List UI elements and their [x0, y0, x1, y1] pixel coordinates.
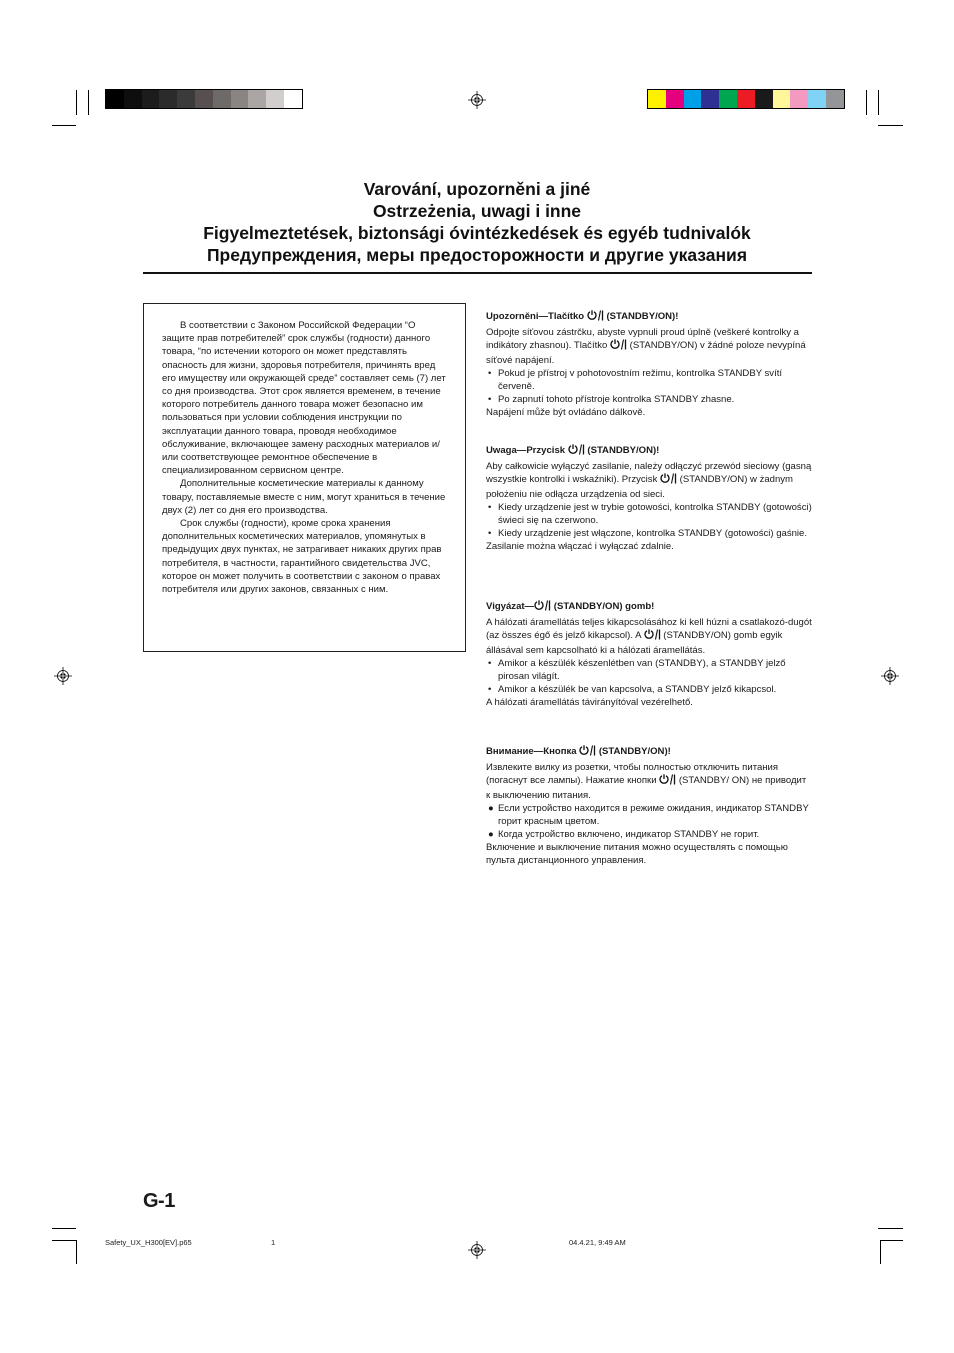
title-divider — [143, 272, 812, 274]
list-item: • Pokud je přístroj v pohotovostním režimu, kontrolka STANDBY svítí červeně. — [488, 368, 783, 392]
color-swatch — [231, 90, 249, 108]
title-polish: Ostrzeżenia, uwagi i inne — [372, 201, 582, 221]
section-outro: Включение и выключение питания можно осуществлять с помощью пульта дистанционного управления. — [486, 842, 788, 866]
color-swatch — [826, 90, 844, 108]
list-item: • Amikor a készülék be van kapcsolva, a STANDBY jelző kikapcsol. — [488, 684, 777, 695]
standby-power-icon — [660, 473, 677, 488]
notice-paragraph: Дополнительные косметические материалы к данному товару, поставляемые вместе с ним, могут храниться в течение двух (2) лет со дня его производства. — [162, 478, 446, 516]
title-hungarian: Figyelmeztetések, biztonsági óvintézkedések és egyéb tudnivalók — [203, 223, 751, 243]
standby-power-icon — [587, 310, 604, 325]
color-swatch — [701, 90, 719, 108]
color-swatch — [808, 90, 826, 108]
registration-crosshair-icon — [881, 667, 899, 685]
title-russian: Предупреждения, меры предосторожности и другие указания — [206, 245, 748, 265]
section-bullets — [486, 367, 812, 406]
registration-crosshair-icon — [468, 1241, 486, 1259]
color-swatch — [737, 90, 755, 108]
section-polish — [486, 444, 812, 553]
section-czech — [486, 310, 812, 419]
color-swatch — [790, 90, 808, 108]
registration-crosshair-icon — [468, 91, 486, 109]
section-outro: Zasilanie można włączać i wyłączać zdalnie. — [486, 541, 674, 552]
color-swatch — [142, 90, 160, 108]
color-swatch — [213, 90, 231, 108]
standby-power-icon — [568, 444, 585, 459]
standby-power-icon — [644, 629, 661, 644]
section-heading: Upozorněni—Tlačítko (STANDBY/ON)! — [486, 310, 812, 325]
color-swatch — [266, 90, 284, 108]
section-hungarian — [486, 600, 812, 709]
list-item: • Po zapnutí tohoto přístroje kontrolka STANDBY zhasne. — [488, 394, 735, 405]
section-intro: Извлеките вилку из розетки, чтобы полностью отключить питания (погаснут все лампы). Нажатие кнопки (STANDBY/ ON) не приводит к выключению питания. — [486, 762, 807, 801]
standby-power-icon — [659, 774, 676, 789]
footer-timestamp: 04.4.21, 9:49 AM — [569, 1238, 626, 1247]
section-heading: Uwaga—Przycisk (STANDBY/ON)! — [486, 444, 812, 459]
color-swatch — [684, 90, 702, 108]
color-swatch — [755, 90, 773, 108]
section-russian — [486, 745, 812, 867]
color-swatch — [124, 90, 142, 108]
footer-filename: Safety_UX_H300[EV].p65 — [105, 1238, 192, 1247]
color-swatch — [106, 90, 124, 108]
section-outro: A hálózati áramellátás távirányítóval vezérelhető. — [486, 697, 693, 708]
section-heading: Внимание—Кнопка (STANDBY/ON)! — [486, 745, 812, 760]
list-item: • Kiedy urządzenie jest włączone, kontrolka STANDBY (gotowości) gaśnie. — [488, 528, 808, 539]
footer-page: 1 — [271, 1238, 276, 1247]
standby-power-icon — [579, 745, 596, 760]
list-item: • Amikor a készülék készenlétben van (STANDBY), a STANDBY jelző pirosan világít. — [488, 658, 786, 682]
color-swatch — [177, 90, 195, 108]
russian-service-life-notice — [143, 303, 466, 652]
color-registration-strip — [647, 89, 845, 109]
color-swatch — [159, 90, 177, 108]
color-swatch — [284, 90, 302, 108]
section-bullets — [486, 657, 812, 696]
title-czech: Varování, upozorněni a jiné — [363, 179, 591, 199]
list-item: ● Если устройство находится в режиме ожидания, индикатор STANDBY горит красным цветом. — [488, 803, 809, 827]
registration-crosshair-icon — [54, 667, 72, 685]
section-bullets — [486, 802, 812, 841]
title-block — [140, 178, 814, 266]
notice-paragraph: Срок службы (годности), кроме срока хранения дополнительных косметических материалов, упомянутых в предыдущих двух пунктах, не затрагивает никаких других прав потребителя, в частности, гарантийного свидетельства JVC, которое он может получить в соответствии с законом о правах потребителя или других законов, связанных с ним. — [162, 518, 442, 596]
list-item: ● Когда устройство включено, индикатор STANDBY не горит. — [488, 829, 760, 840]
color-swatch — [719, 90, 737, 108]
section-intro: Aby całkowicie wyłączyć zasilanie, należy odłączyć przewód sieciowy (gasną wszystkie kontrolki i wskaźniki). Przycisk (STANDBY/ON) w żadnym położeniu nie odłącza urządzenia od sieci. — [486, 461, 812, 500]
page-number: G-1 — [143, 1190, 175, 1212]
standby-power-icon — [610, 339, 627, 354]
color-swatch — [773, 90, 791, 108]
color-swatch — [195, 90, 213, 108]
section-outro: Napájení může být ovládáno dálkově. — [486, 407, 646, 418]
section-bullets — [486, 501, 812, 540]
section-intro: Odpojte síťovou zástrčku, abyste vypnuli proud úplně (veškeré kontrolky a indikátory zhasnou). Tlačítko (STANDBY/ON) v žádné poloze nevypíná síťové napájení. — [486, 327, 806, 366]
section-intro: A hálózati áramellátás teljes kikapcsolásához ki kell húzni a csatlakozó-dugót (az összes égő és jelző kikapcsol). A (STANDBY/ON) gomb egyik állásával sem kapcsolható ki a hálózati áramellátás. — [486, 617, 812, 656]
color-swatch — [248, 90, 266, 108]
grayscale-registration-strip — [105, 89, 303, 109]
color-swatch — [666, 90, 684, 108]
list-item: • Kiedy urządzenie jest w trybie gotowości, kontrolka STANDBY (gotowości) świeci się na czerwono. — [488, 502, 812, 526]
notice-paragraph: В соответствии с Законом Российской Федерации “О защите прав потребителей” срок службы (годности) данного товара, “по истечении которого он может представлять опасность для жизни, здоровья потребителя, причинять вред его имуществу или окружающей среде” составляет семь (7) лет со дня производства. Этот срок является временем, в течение которого потребитель данного товара может безопасно им пользоваться при условии соблюдения инструкции по эксплуатации данного товара, проводя необходимое обслуживание, включающее замену расходных материалов и/или соответствующее ремонтное обеспечение в специализированном сервисном центре. — [162, 320, 446, 477]
standby-power-icon — [534, 600, 551, 615]
section-heading: Vigyázat— (STANDBY/ON) gomb! — [486, 600, 812, 615]
color-swatch — [648, 90, 666, 108]
